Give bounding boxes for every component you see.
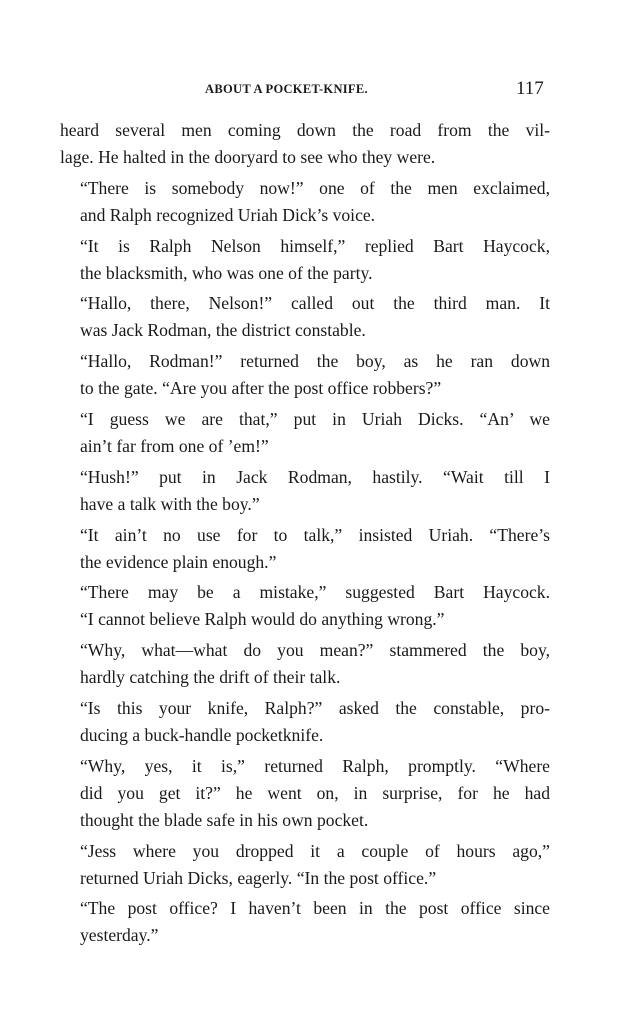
text-line: ain’t far from one of ’em!” xyxy=(80,435,269,456)
paragraph xyxy=(60,637,550,691)
text-line: and Ralph recognized Uriah Dick’s voice. xyxy=(80,204,376,225)
paragraph xyxy=(60,522,550,576)
text-line: have a talk with the boy.” xyxy=(80,493,260,514)
text-line: “Hush!” put in Jack Rodman, hastily. “Wait till I xyxy=(80,466,550,487)
text-line: did you get it?” he went on, in surprise, for he had xyxy=(80,782,550,803)
text-line: the blacksmith, who was one of the party. xyxy=(80,262,373,283)
text-line: “The post office? I haven’t been in the post office since xyxy=(80,898,550,919)
text-line: “Why, what—what do you mean?” stammered the boy, xyxy=(80,640,550,661)
text-line: hardly catching the drift of their talk. xyxy=(80,667,341,688)
paragraph xyxy=(60,838,550,892)
text-line: “I guess we are that,” put in Uriah Dicks. “An’ we xyxy=(80,408,550,429)
page-number: 117 xyxy=(516,78,544,99)
paragraph xyxy=(60,233,550,287)
text-line: the evidence plain enough.” xyxy=(80,551,277,572)
text-line: “I cannot believe Ralph would do anything wrong.” xyxy=(80,609,445,630)
text-line: to the gate. “Are you after the post office robbers?” xyxy=(80,378,442,399)
paragraph xyxy=(60,348,550,402)
text-line: returned Uriah Dicks, eagerly. “In the post office.” xyxy=(80,867,437,888)
text-line: “Jess where you dropped it a couple of hours ago,” xyxy=(80,840,550,861)
paragraph xyxy=(60,753,550,834)
text-line: “Is this your knife, Ralph?” asked the constable, pro- xyxy=(80,697,550,718)
paragraph xyxy=(60,464,550,518)
text-line: ducing a buck-handle pocketknife. xyxy=(80,724,324,745)
text-line: “Why, yes, it is,” returned Ralph, promptly. “Where xyxy=(80,755,550,776)
paragraph xyxy=(60,406,550,460)
paragraph xyxy=(60,175,550,229)
paragraph xyxy=(60,895,550,949)
text-line: yesterday.” xyxy=(80,925,159,946)
text-line: was Jack Rodman, the district constable. xyxy=(80,320,366,341)
text-line: heard several men coming down the road from the vil- xyxy=(60,120,550,140)
paragraph xyxy=(60,695,550,749)
text-line: “There may be a mistake,” suggested Bart Haycock. xyxy=(80,582,550,603)
paragraph xyxy=(60,579,550,633)
text-line: thought the blade safe in his own pocket. xyxy=(80,809,369,830)
text-line: “It is Ralph Nelson himself,” replied Bart Haycock, xyxy=(80,235,550,256)
body-text xyxy=(60,117,550,953)
text-line: “It ain’t no use for to talk,” insisted Uriah. “There’s xyxy=(80,524,550,545)
text-line: “There is somebody now!” one of the men exclaimed, xyxy=(80,177,550,198)
running-title: ABOUT A POCKET-KNIFE. xyxy=(205,82,368,96)
paragraph xyxy=(60,117,550,171)
running-head xyxy=(0,78,621,102)
paragraph xyxy=(60,290,550,344)
text-line: “Hallo, there, Nelson!” called out the third man. It xyxy=(80,293,550,314)
text-line: lage. He halted in the dooryard to see who they were. xyxy=(60,147,436,167)
text-line: “Hallo, Rodman!” returned the boy, as he ran down xyxy=(80,351,550,372)
